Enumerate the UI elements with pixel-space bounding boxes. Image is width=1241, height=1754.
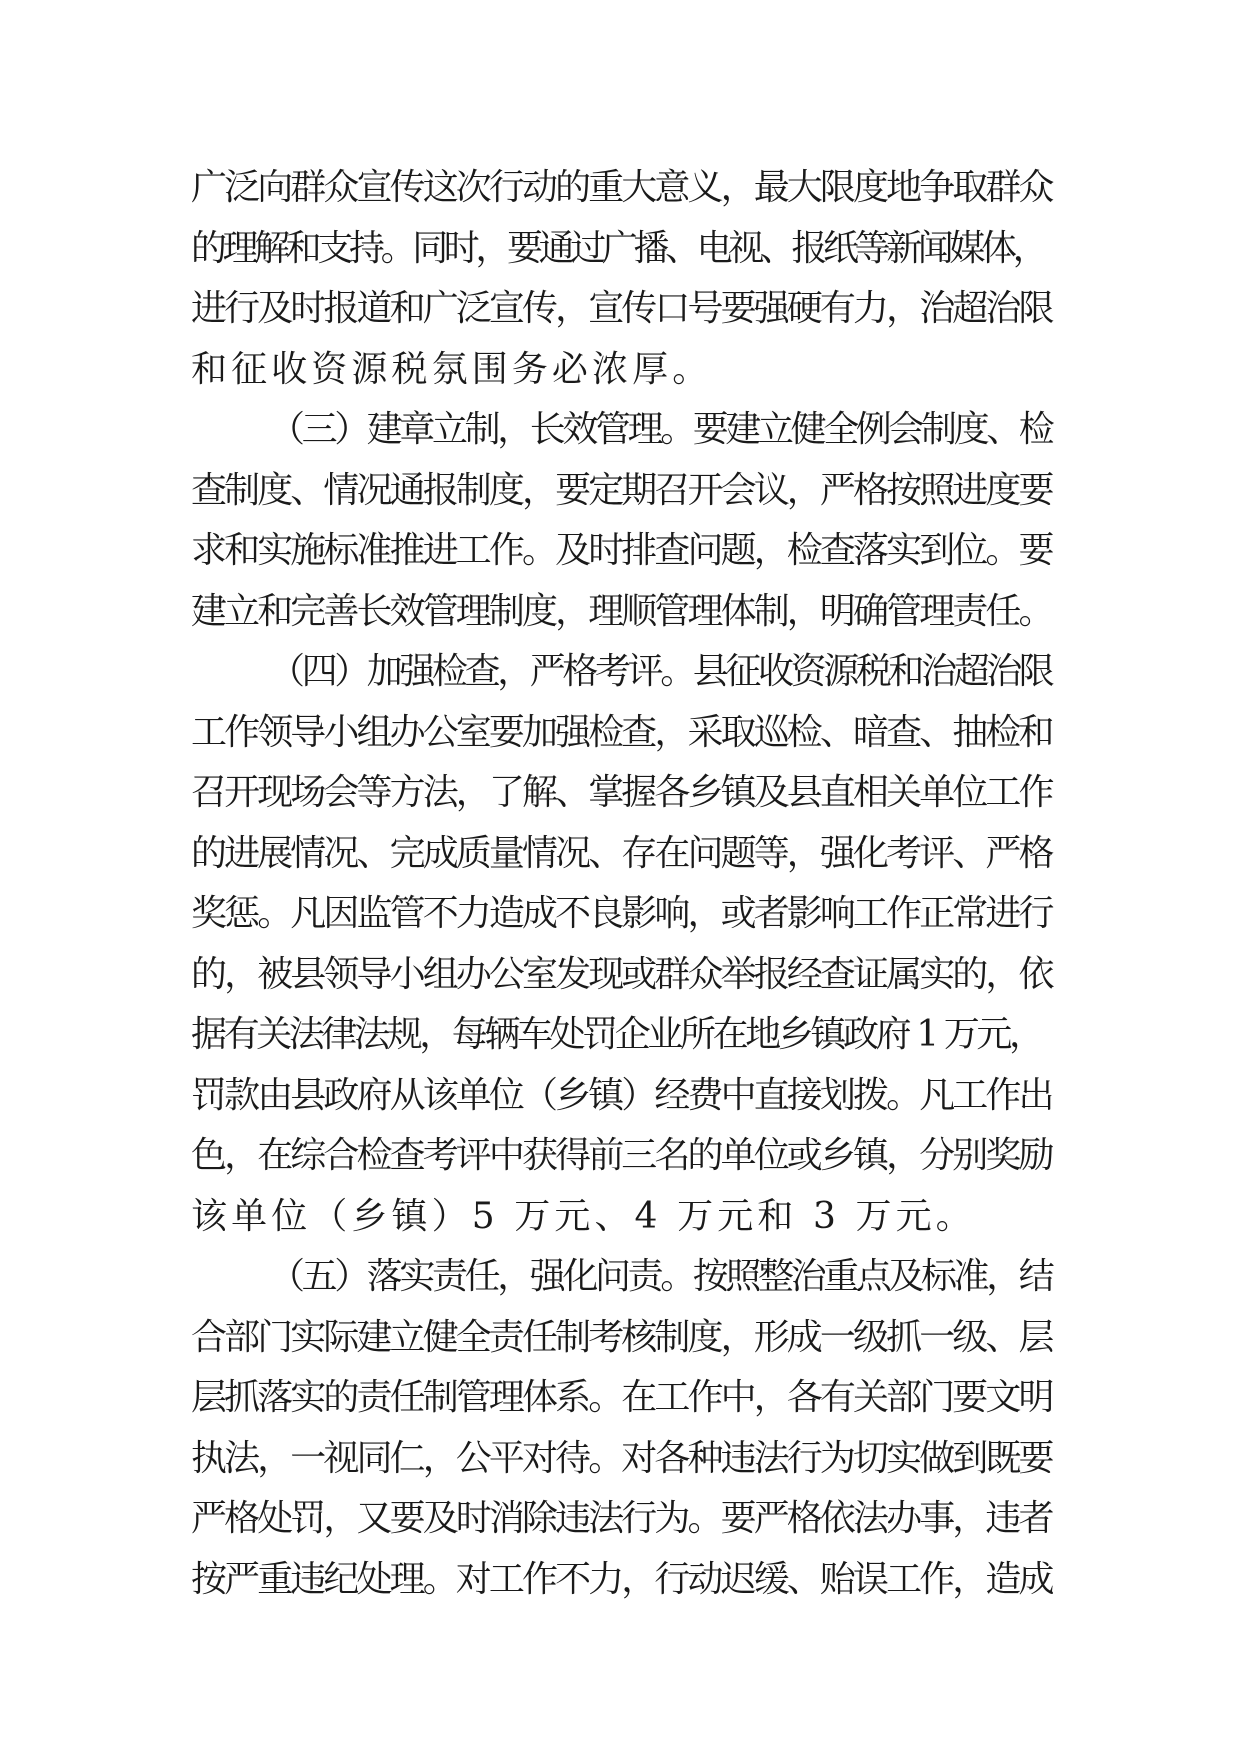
text-line: 求和实施标准推进工作。及时排查问题，检查落实到位。要 bbox=[191, 530, 1052, 571]
text-line: 进行及时报道和广泛宣传，宣传口号要强硬有力，治超治限 bbox=[191, 288, 1052, 329]
section-heading-line: （三）建章立制，长效管理。要建立健全例会制度、检 bbox=[269, 409, 1052, 450]
text-line: 的，被县领导小组办公室发现或群众举报经查证属实的，依 bbox=[191, 953, 1052, 995]
text-line: 广泛向群众宣传这次行动的重大意义，最大限度地争取群众 bbox=[191, 167, 1052, 208]
text-line: 层抓落实的责任制管理体系。在工作中，各有关部门要文明 bbox=[191, 1377, 1052, 1418]
section-heading-line: （五）落实责任，强化问责。按照整治重点及标准，结 bbox=[269, 1256, 1052, 1297]
text-line: 查制度、情况通报制度，要定期召开会议，严格按照进度要 bbox=[191, 469, 1052, 511]
text-line: 执法，一视同仁，公平对待。对各种违法行为切实做到既要 bbox=[191, 1437, 1052, 1479]
text-line: 严格处罚，又要及时消除违法行为。要严格依法办事，违者 bbox=[191, 1498, 1052, 1539]
text-line: 召开现场会等方法，了解、掌握各乡镇及县直相关单位工作 bbox=[191, 772, 1052, 813]
text-line: 该单位（乡镇）5 万元、4 万元和 3 万元。 bbox=[191, 1195, 976, 1237]
text-line: 的理解和支持。同时，要通过广播、电视、报纸等新闻媒体， bbox=[191, 227, 1045, 269]
text-line: 建立和完善长效管理制度，理顺管理体制，明确管理责任。 bbox=[191, 590, 1052, 632]
text-line: 据有关法律法规，每辆车处罚企业所在地乡镇政府 1 万元， bbox=[191, 1014, 1042, 1055]
text-line: 合部门实际建立健全责任制考核制度，形成一级抓一级、层 bbox=[191, 1316, 1052, 1358]
text-line: 的进展情况、完成质量情况、存在问题等，强化考评、严格 bbox=[191, 832, 1052, 874]
text-line: 罚款由县政府从该单位（乡镇）经费中直接划拨。凡工作出 bbox=[191, 1074, 1052, 1116]
body-text bbox=[191, 158, 1053, 1610]
text-line: 奖惩。凡因监管不力造成不良影响，或者影响工作正常进行 bbox=[191, 893, 1052, 934]
section-heading-line: （四）加强检查，严格考评。县征收资源税和治超治限 bbox=[269, 651, 1052, 692]
text-line: 色，在综合检查考评中获得前三名的单位或乡镇，分别奖励 bbox=[191, 1135, 1052, 1176]
text-line: 和征收资源税氛围务必浓厚。 bbox=[191, 348, 713, 390]
text-line: 按严重违纪处理。对工作不力，行动迟缓、贻误工作，造成 bbox=[191, 1558, 1052, 1600]
text-line: 工作领导小组办公室要加强检查，采取巡检、暗查、抽检和 bbox=[191, 711, 1052, 753]
